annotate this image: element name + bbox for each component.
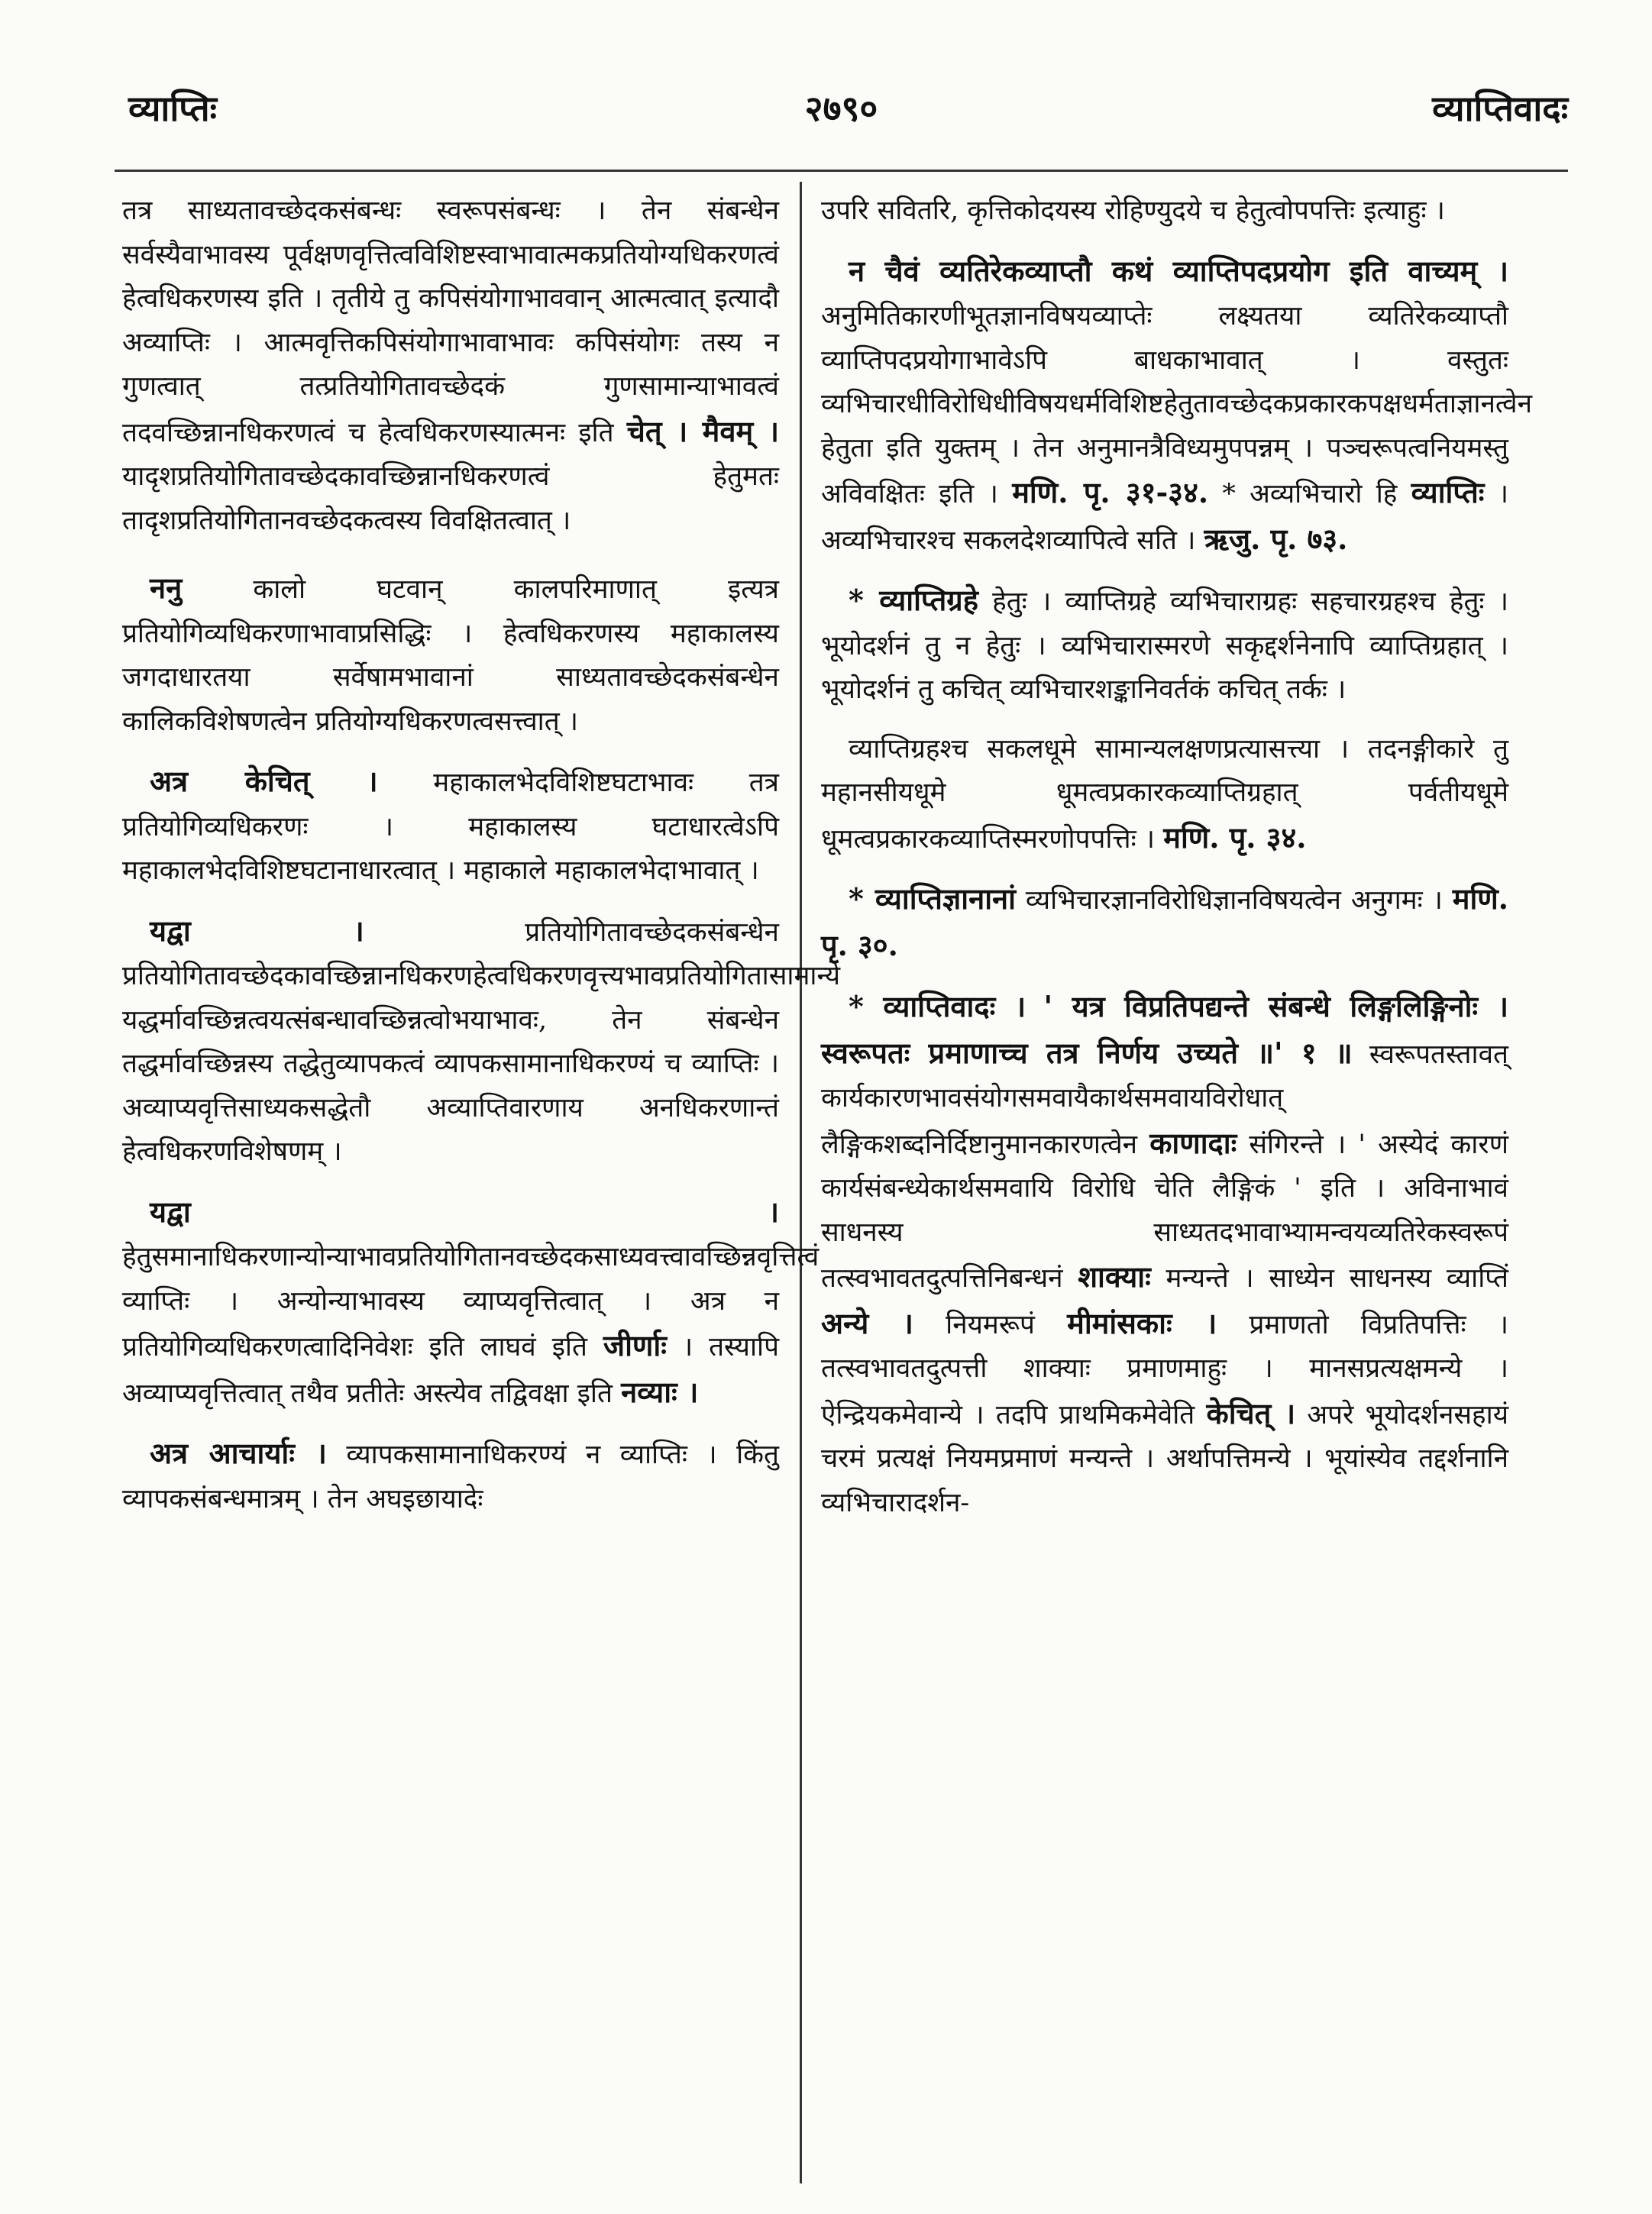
paragraph-text: उपरि सवितरि, कृत्तिकोदयस्य रोहिण्युदये च हेतुत्वोपपत्तिः इत्याहुः । (821, 196, 1445, 226)
paragraph-text: व्यभिचारज्ञानविरोधिज्ञानविषयत्वेन अनुगमः । (1025, 885, 1443, 916)
citation: ऋजु. पृ. ७३. (1204, 521, 1348, 556)
bold-term: अत्र आचार्याः । (150, 1436, 327, 1470)
page-number: २७९० (804, 88, 878, 129)
paragraph (122, 1431, 779, 1521)
bold-term: काणादाः (1149, 1125, 1237, 1160)
bold-term: यद्वा । (150, 913, 364, 948)
bold-term: जीर्णाः (603, 1328, 667, 1362)
bold-term: * व्याप्तिज्ञानानां (849, 881, 1016, 916)
bold-term: ननु (150, 570, 183, 605)
paragraph (122, 1190, 820, 1417)
running-head-left: व्याप्तिः (128, 88, 217, 129)
paragraph-text: । अव्यभिचारश्च सकलदेशव्यापित्वे सति । (821, 479, 1508, 556)
paragraph (122, 759, 779, 894)
paragraph (821, 984, 1508, 1525)
bold-term: अन्ये । (821, 1305, 913, 1340)
paragraph-text: अपरे भूयोदर्शनसहायं चरमं प्रत्यक्षं नियमप्रमाणं मन्यन्ते । अर्थापत्तिमन्ये । भूयांस्येव तद्दर्शनानि व्यभिचारादर्शन- (821, 1399, 1508, 1518)
bold-term: मीमांसकाः । (1067, 1305, 1217, 1340)
paragraph-text: महाकालभेदविशिष्टघटाभावः तत्र प्रतियोगिव्यधिकरणः । महाकालस्य घटाधारत्वेऽपि महाकालभेदविशिष्टघटानाधारत्वात् । महाकाले महाकालभेदाभावात् । (122, 768, 779, 886)
citation: मणि. पृ. ३१-३४. (1012, 475, 1209, 509)
paragraph-text: । तस्यापि अव्याप्यवृत्तित्वात् तथैव प्रतीतेः अस्त्येव तद्विवक्षा इति (122, 1332, 779, 1409)
header-rule (115, 170, 1568, 172)
verse-quote: ' यत्र विप्रतिपद्यन्ते संबन्धे लिङ्गलिङ्गिनोः । स्वरूपतः प्रमाणाच्च तत्र निर्णय उच्यते ॥' १ ॥ (821, 989, 1508, 1070)
paragraph-text: संगिरन्ते । ' अस्येदं कारणं कार्यसंबन्ध्येकार्थसमवायि विरोधि चेति लैङ्गिकं ' इति । अविनाभावं साधनस्य साध्यतदभावाभ्यामन्वयव्यतिरेकस्वरूपं तत्स्वभावतदुत्पत्तिनिबन्धनं (821, 1129, 1508, 1294)
bold-term: * व्याप्तिवादः । (849, 989, 1026, 1023)
paragraph-text: व्याप्तिग्रहश्च सकलधूमे सामान्यलक्षणप्रत्यासत्त्या । तदनङ्गीकारे तु महानसीयधूमे धूमत्वप्रकारकव्याप्तिग्रहात् पर्वतीयधूमे धूमत्वप्रकारकव्याप्तिस्मरणोपपत्तिः । (821, 733, 1508, 855)
right-column (821, 189, 1533, 1540)
paragraph-text: नियमरूपं (946, 1309, 1035, 1340)
paragraph (122, 566, 779, 744)
paragraph-text: व्यापकसामानाधिकरण्यं न व्याप्तिः । किंतु व्यापकसंबन्धमात्रम् । तेन अघइछायादेः (122, 1440, 779, 1514)
citation: मणि. पृ. ३४. (1163, 819, 1307, 855)
paragraph (122, 909, 841, 1175)
paragraph-text: मन्यन्ते । साध्येन साधनस्य व्याप्तिं (1165, 1263, 1508, 1294)
bold-term: व्याप्तिः (1411, 475, 1485, 509)
paragraph (821, 578, 1508, 713)
paragraph (821, 877, 1508, 969)
paragraph-text: प्रतियोगितावच्छेदकसंबन्धेन प्रतियोगितावच्छेदकावच्छिन्नानधिकरणहेत्वधिकरणवृत्त्यभावप्रतियोगितासामान्ये यद्धर्मावच्छिन्नत्वयत्संबन्धावच्छिन्नत्वोभयाभावः, तेन संबन्धेन तद्धर्मावच्छिन्नस्य तद्धेतुव्यापकत्वं व्यापकसामानाधिकरण्यं च व्याप्तिः । अव्याप्यवृत्तिसाध्यकसद्धेतौ अव्याप्तिवारणाय अनधिकरणान्तं हेत्वधिकरणविशेषणम् । (122, 916, 841, 1167)
bold-term: नव्याः । (621, 1374, 699, 1409)
citation: मणि. पृ. ३०. (821, 881, 1508, 962)
paragraph-text: प्रमाणतो विप्रतिपत्तिः । तत्स्वभावतदुत्पत्ती शाक्याः प्रमाणमाहुः । मानसप्रत्यक्षमन्ये । ऐन्द्रियकमेवान्ये । तदपि प्राथमिकमेवेति (821, 1309, 1508, 1430)
column-divider (800, 182, 802, 2183)
paragraph-text: हेतुः । व्याप्तिग्रहे व्यभिचाराग्रहः सहचारग्रहश्च हेतुः । भूयोदर्शनं तु न हेतुः । व्यभिचारास्मरणे सकृद्दर्शनेनापि व्याप्तिग्रहात् । भूयोदर्शनं तु कचित् व्यभिचारशङ्कानिवर्तकं कचित् तर्कः । (821, 587, 1508, 705)
paragraph-text: यादृशप्रतियोगितावच्छेदकावच्छिन्नानधिकरणत्वं हेतुमतः तादृशप्रतियोगितानवच्छेदकत्वस्य विवक्षितत्वात् । (122, 461, 779, 536)
paragraph (821, 189, 1508, 234)
paragraph (821, 728, 1508, 862)
paragraph-text: कालो घटवान् कालपरिमाणात् इत्यत्र प्रतियोगिव्यधिकरणाभावाप्रसिद्धिः । हेत्वधिकरणस्य महाकालस्य जगदाधारतया सर्वेषामभावानां साध्यतावच्छेदकसंबन्धेन कालिकविशेषणत्वेन प्रतियोग्यधिकरणत्वसत्त्वात् । (122, 574, 779, 737)
bold-term: * व्याप्तिग्रहे (849, 583, 978, 617)
bold-term: चेत् । मैवम् । (626, 413, 779, 448)
page-header (115, 84, 1568, 145)
bold-term: न चैवं व्यतिरेकव्याप्तौ कथं व्याप्तिपदप्रयोग इति वाच्यम् । (849, 253, 1508, 288)
paragraph-text: हेतुसमानाधिकरणान्योन्याभावप्रतियोगितानवच्छेदकसाध्यवत्त्वावच्छिन्नवृत्तित्वं व्याप्तिः । अन्योन्याभावस्य व्याप्यवृत्तित्वात् । अत्र न प्रतियोगिव्यधिकरणत्वादिनिवेशः इति लाघवं इति (122, 1242, 820, 1362)
left-column (122, 189, 841, 1537)
paragraph (821, 249, 1533, 564)
paragraph-text: स्वरूपतस्तावत् कार्यकारणभावसंयोगसमवायैकार्थसमवायविरोधात् लैङ्गिकशब्दनिर्दिष्टानुमानकारणत्वेन (821, 1039, 1508, 1160)
paragraph (122, 189, 779, 543)
paragraph-text: अनुमितिकारणीभूतज्ञानविषयव्याप्तेः लक्ष्यतया व्यतिरेकव्याप्तौ व्याप्तिपदप्रयोगाभावेऽपि बाधकाभावात् । वस्तुतः व्यभिचारधीविरोधिधीविषयधर्मविशिष्टहेतुतावच्छेदकप्रकारकपक्षधर्मताज्ञानत्वेन हेतुता इति युक्तम् । तेन अनुमानत्रैविध्यमुपपन्नम् । पञ्चरूपत्वनियमस्तु अविवक्षितः इति । (821, 301, 1533, 509)
paragraph-text: तत्र साध्यतावच्छेदकसंबन्धः स्वरूपसंबन्धः । तेन संबन्धेन सर्वस्यैवाभावस्य पूर्वक्षणवृत्तित्वविशिष्टस्वाभावात्मकप्रतियोग्यधिकरणत्वं हेत्वधिकरणस्य इति । तृतीये तु कपिसंयोगाभाववान् आत्मत्वात् इत्यादौ अव्याप्तिः । आत्मवृत्तिकपिसंयोगाभावाभावः कपिसंयोगः तस्य न गुणत्वात् तत्प्रतियोगितावच्छेदकं गुणसामान्याभावत्वं तदवच्छिन्नानधिकरणत्वं च हेत्वधिकरणस्यात्मनः इति (122, 196, 779, 448)
bold-term: अत्र केचित् । (150, 764, 378, 798)
bold-term: यद्वा । (150, 1194, 779, 1229)
paragraph-text: * अव्यभिचारो हि (1222, 479, 1398, 509)
bold-term: केचित् । (1206, 1395, 1296, 1430)
bold-term: शाक्याः (1078, 1259, 1151, 1294)
running-head-right: व्याप्तिवादः (1432, 88, 1568, 129)
